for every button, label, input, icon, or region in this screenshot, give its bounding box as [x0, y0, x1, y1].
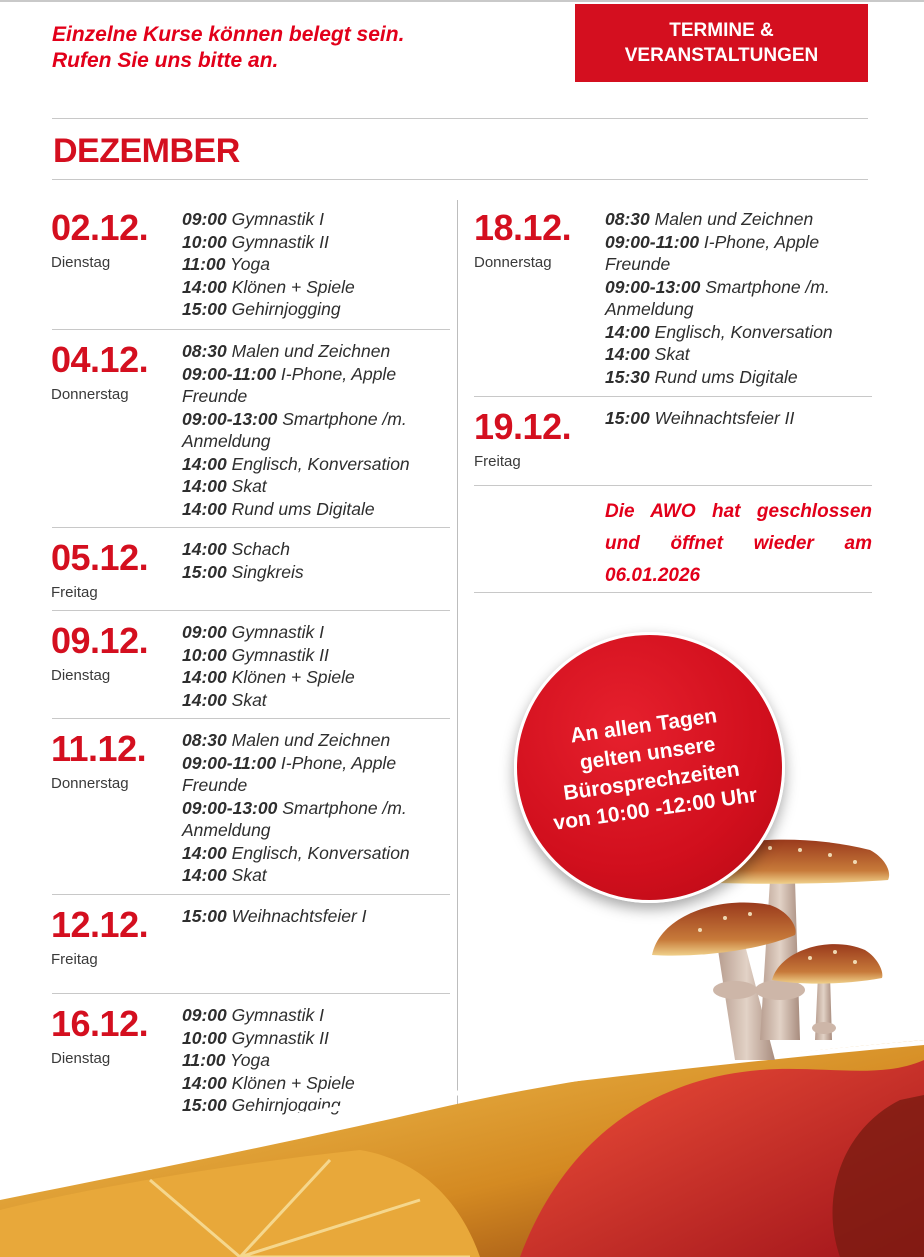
event-time: 08:30 — [182, 341, 227, 361]
event-date: 11.12. — [51, 728, 147, 769]
event-time: 09:00 — [182, 1005, 227, 1025]
month-title: DEZEMBER — [53, 132, 240, 170]
event-date: 02.12. — [51, 207, 149, 248]
mushroom-ring — [755, 980, 805, 1000]
event-weekday: Donnerstag — [51, 775, 129, 792]
event-title: Gymnastik I — [231, 209, 325, 229]
event-title: Schach — [231, 539, 291, 559]
event-title: Skat — [231, 689, 267, 710]
event-time: 09:00-13:00 — [605, 276, 701, 297]
event-title: Singkreis — [231, 561, 304, 582]
event-time: 10:00 — [182, 1027, 227, 1048]
event-title: Englisch, Konversation — [231, 842, 410, 863]
notice-line-2: Rufen Sie uns bitte an. — [52, 49, 279, 72]
event-time: 14:00 — [182, 865, 227, 885]
event-time: 15:00 — [182, 561, 227, 582]
event-weekday: Freitag — [51, 951, 98, 968]
event-title: I-Phone, Apple Freunde — [182, 363, 397, 406]
event-time: 15:00 — [605, 408, 650, 428]
event-title: Gymnastik II — [231, 1027, 329, 1048]
event-date: 18.12. — [474, 207, 572, 248]
event-title: Gymnastik I — [231, 1005, 325, 1025]
event-title: Klönen + Spiele — [231, 1072, 355, 1093]
event-title: Smartphone /m. Anmeldung — [182, 408, 407, 451]
event-title: Malen und Zeichnen — [231, 730, 391, 750]
mushroom-ring — [812, 1022, 836, 1034]
closure-notice: Die AWO hat geschlossen und öffnet wieder am 06.01.2026 — [605, 501, 872, 586]
event-weekday: Freitag — [51, 584, 98, 601]
office-hours-text-wrap — [500, 618, 799, 917]
event-title: Gymnastik II — [231, 231, 329, 252]
event-time: 14:00 — [605, 321, 650, 342]
event-time: 14:00 — [605, 344, 650, 364]
event-date: 05.12. — [51, 537, 149, 578]
event-time: 10:00 — [182, 231, 227, 252]
event-title: I-Phone, Apple Freunde — [605, 231, 820, 274]
event-time: 14:00 — [182, 476, 227, 496]
event-time: 09:00 — [182, 209, 227, 229]
event-time: 09:00-11:00 — [182, 752, 277, 773]
event-time: 10:00 — [182, 644, 227, 665]
event-title: Yoga — [230, 254, 270, 274]
event-time: 15:00 — [182, 299, 227, 319]
event-time: 14:00 — [182, 453, 227, 474]
event-title: Gehirnjogging — [231, 299, 341, 319]
event-date: 19.12. — [474, 406, 572, 447]
event-time: 15:30 — [605, 366, 650, 387]
event-time: 08:30 — [182, 730, 227, 750]
event-title: Gehirnjogging — [231, 1095, 341, 1115]
event-title: Rund ums Digitale — [231, 498, 375, 519]
event-title: Gymnastik II — [231, 644, 329, 665]
event-time: 09:00-11:00 — [182, 363, 277, 384]
event-time: 11:00 — [182, 1050, 226, 1070]
event-title: I-Phone, Apple Freunde — [182, 752, 397, 795]
event-time: 09:00-13:00 — [182, 408, 278, 429]
event-time: 09:00 — [182, 622, 227, 642]
event-date: 09.12. — [51, 620, 149, 661]
office-hours-badge — [514, 632, 785, 903]
event-time: 08:30 — [605, 209, 650, 229]
event-time: 09:00-11:00 — [605, 231, 700, 252]
event-weekday: Dienstag — [51, 667, 111, 684]
event-time: 15:00 — [182, 906, 227, 926]
event-time: 14:00 — [182, 1072, 227, 1093]
event-time: 14:00 — [182, 667, 227, 687]
event-weekday: Dienstag — [51, 254, 111, 271]
event-weekday: Donnerstag — [51, 386, 129, 403]
mushroom-ring — [713, 981, 757, 999]
event-time: 11:00 — [182, 254, 226, 274]
event-time: 14:00 — [182, 689, 227, 710]
event-title: Smartphone /m. Anmeldung — [605, 276, 830, 319]
office-hours-text: An allen Tagen gelten unsere Bürosprechzeiten von 10:00 -12:00 Uhr — [551, 703, 759, 835]
event-title: Weihnachtsfeier II — [654, 408, 795, 428]
event-title: Malen und Zeichnen — [654, 209, 814, 229]
event-title: Klönen + Spiele — [231, 667, 355, 687]
event-time: 14:00 — [182, 539, 227, 559]
event-date: 12.12. — [51, 904, 149, 945]
event-weekday: Donnerstag — [474, 254, 552, 271]
event-title: Yoga — [230, 1050, 270, 1070]
event-weekday: Freitag — [474, 453, 521, 470]
event-title: Smartphone /m. Anmeldung — [182, 797, 407, 840]
event-date: 16.12. — [51, 1003, 149, 1044]
event-title: Englisch, Konversation — [231, 453, 410, 474]
badge-line-2: VERANSTALTUNGEN — [624, 45, 819, 66]
event-title: Englisch, Konversation — [654, 321, 833, 342]
event-time: 09:00-13:00 — [182, 797, 278, 818]
event-title: Skat — [231, 476, 267, 496]
event-title: Weihnachtsfeier I — [231, 906, 367, 926]
event-title: Gymnastik I — [231, 622, 325, 642]
event-date: 04.12. — [51, 339, 149, 380]
event-title: Malen und Zeichnen — [231, 341, 391, 361]
event-title: Rund ums Digitale — [654, 366, 798, 387]
notice-line-1: Einzelne Kurse können belegt sein. — [52, 23, 405, 46]
event-title: Klönen + Spiele — [231, 276, 355, 297]
event-time: 15:00 — [182, 1095, 227, 1115]
event-time: 14:00 — [182, 842, 227, 863]
event-time: 14:00 — [182, 276, 227, 297]
event-time: 14:00 — [182, 498, 227, 519]
badge-line-1: TERMINE & — [669, 20, 774, 41]
event-weekday: Dienstag — [51, 1050, 111, 1067]
event-title: Skat — [654, 344, 690, 364]
event-title: Skat — [231, 865, 267, 885]
